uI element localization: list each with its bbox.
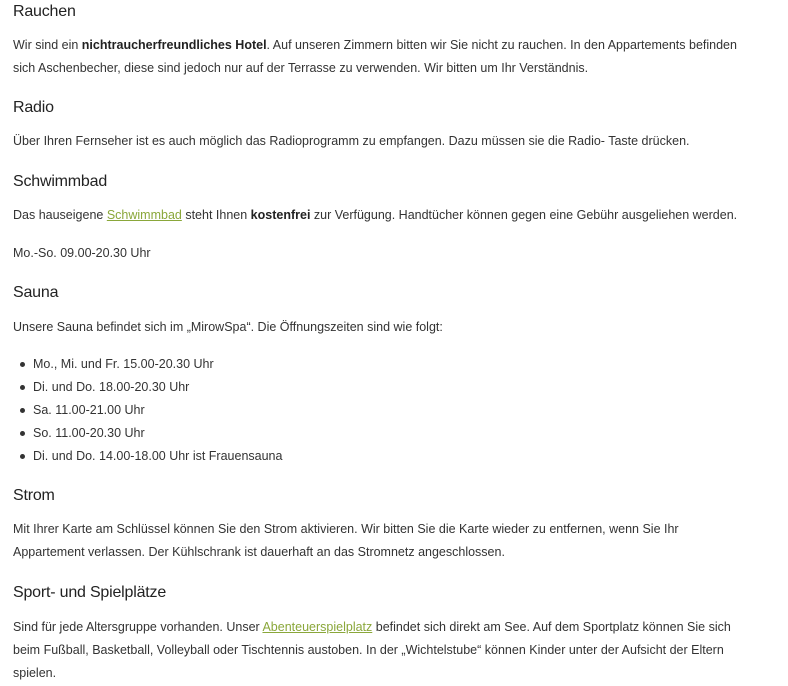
bullet-icon bbox=[20, 385, 25, 390]
abenteuerspielplatz-link[interactable]: Abenteuerspielplatz bbox=[262, 620, 373, 634]
text: beim Fußball, Basketball, Volleyball oder Tischtennis austoben. In der „Wichtelstube“ können Kinder unter der Aufsicht der Eltern bbox=[13, 643, 724, 657]
heading-sport: Sport- und Spielplätze bbox=[13, 584, 167, 601]
sauna-intro: Unsere Sauna befindet sich im „MirowSpa“. Die Öffnungszeiten sind wie folgt: bbox=[13, 320, 443, 334]
paragraph-rauchen bbox=[13, 34, 773, 80]
heading-rauchen: Rauchen bbox=[13, 3, 76, 20]
list-item-text: Sa. 11.00-21.00 Uhr bbox=[33, 403, 145, 417]
list-item bbox=[13, 399, 282, 422]
text: steht Ihnen bbox=[181, 208, 251, 222]
paragraph-schwimmbad bbox=[13, 204, 773, 227]
list-item bbox=[13, 422, 282, 445]
bullet-icon bbox=[20, 454, 25, 459]
list-item bbox=[13, 445, 282, 468]
text: sich Aschenbecher, diese sind jedoch nur auf der Terrasse zu verwenden. Wir bitten um Ihr Verständnis. bbox=[13, 61, 589, 75]
text: Das hauseigene bbox=[13, 208, 107, 222]
list-item bbox=[13, 353, 282, 376]
list-item-text: Mo., Mi. und Fr. 15.00-20.30 Uhr bbox=[33, 357, 214, 371]
text: Appartement verlassen. Der Kühlschrank ist dauerhaft an das Stromnetz angeschlossen. bbox=[13, 545, 505, 559]
text: zur Verfügung. Handtücher können gegen eine Gebühr ausgeliehen werden. bbox=[310, 208, 738, 222]
heading-sauna: Sauna bbox=[13, 284, 59, 301]
heading-strom: Strom bbox=[13, 487, 55, 504]
bold-text: kostenfrei bbox=[250, 208, 311, 222]
paragraph-strom bbox=[13, 518, 773, 564]
paragraph-radio: Über Ihren Fernseher ist es auch möglich das Radioprogramm zu empfangen. Dazu müssen sie die Radio- Taste drücken. bbox=[13, 134, 690, 148]
list-item-text: So. 11.00-20.30 Uhr bbox=[33, 426, 145, 440]
list-item-text: Di. und Do. 18.00-20.30 Uhr bbox=[33, 380, 190, 394]
heading-radio: Radio bbox=[13, 99, 54, 116]
list-item bbox=[13, 376, 282, 399]
sauna-hours-list bbox=[13, 353, 282, 468]
bullet-icon bbox=[20, 362, 25, 367]
text: Mit Ihrer Karte am Schlüssel können Sie den Strom aktivieren. Wir bitten Sie die Karte wieder zu entfernen, wenn Sie Ihr bbox=[13, 522, 679, 536]
paragraph-sport bbox=[13, 616, 773, 685]
text: Wir sind ein bbox=[13, 38, 82, 52]
list-item-text: Di. und Do. 14.00-18.00 Uhr ist Frauensauna bbox=[33, 449, 283, 463]
schwimmbad-link[interactable]: Schwimmbad bbox=[106, 208, 182, 222]
text: spielen. bbox=[13, 666, 57, 680]
schwimmbad-hours: Mo.-So. 09.00-20.30 Uhr bbox=[13, 246, 151, 260]
heading-schwimmbad: Schwimmbad bbox=[13, 173, 108, 190]
bold-text: nichtraucherfreundliches Hotel bbox=[81, 38, 267, 52]
bullet-icon bbox=[20, 431, 25, 436]
text: . Auf unseren Zimmern bitten wir Sie nicht zu rauchen. In den Appartements befinden bbox=[266, 38, 737, 52]
text: befindet sich direkt am See. Auf dem Sportplatz können Sie sich bbox=[372, 620, 731, 634]
text: Sind für jede Altersgruppe vorhanden. Unser bbox=[13, 620, 263, 634]
bullet-icon bbox=[20, 408, 25, 413]
